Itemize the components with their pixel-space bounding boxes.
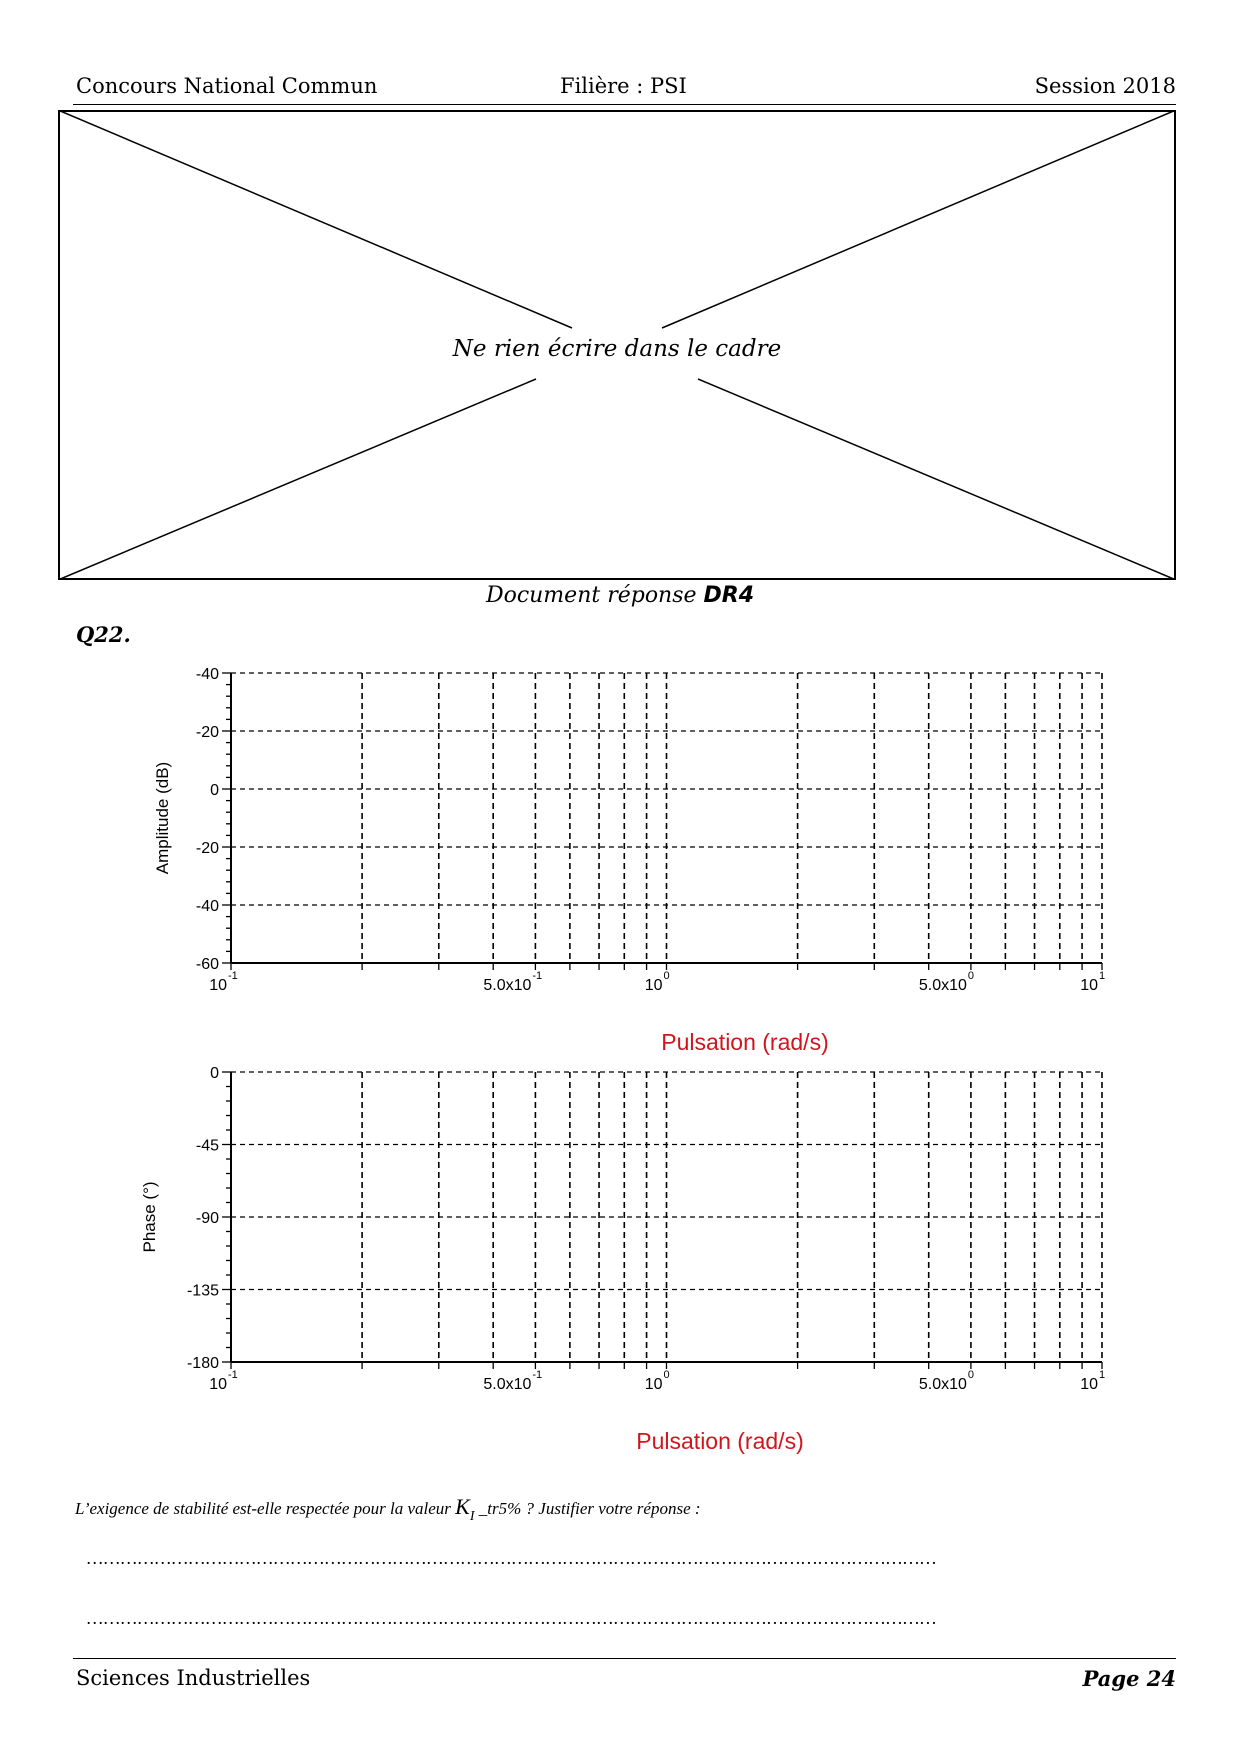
document-title [0,583,1240,608]
header-exam-name: Concours National Commun [76,74,378,98]
x-tick-label [919,970,974,994]
x-tick-label [645,970,670,994]
x-tick-label-base: 10 [209,1376,227,1393]
x-tick-label-exponent: -1 [532,970,543,982]
x-tick-label-base: 10 [644,1376,663,1393]
y-tick-label: -135 [186,1282,219,1300]
x-tick-label-base: 5.0x10 [483,1376,532,1393]
answer-line-1[interactable]: …………………………………………………………………………………………………………………………………… [87,1548,938,1568]
x-tick-label-base: 5.0x10 [483,977,532,994]
question-text-after: ? Justifier votre réponse : [521,1499,701,1518]
x-tick-label-base: 10 [209,977,227,994]
x-tick-label-base: 5.0x10 [918,977,967,994]
x-tick-label-base: 5.0x10 [918,1376,967,1393]
y-tick-label: -40 [195,666,219,683]
amplitude-plot [0,650,1240,1070]
frame-notice: Ne rien écrire dans le cadre [452,336,782,362]
x-tick-label-exponent: -1 [228,970,238,982]
footer-subject: Sciences Industrielles [76,1666,311,1690]
no-write-frame [58,110,1176,580]
header-rule [73,104,1176,105]
x-tick-label-base: 10 [644,977,663,994]
x-tick-label [483,970,542,994]
k-subscript: I [469,1509,475,1524]
document-title-prefix: Document réponse [485,583,704,608]
y-tick-label: -45 [195,1137,219,1155]
x-axis-label: Pulsation (rad/s) [636,1428,804,1454]
x-tick-label [209,970,238,994]
x-tick-label-exponent: 0 [967,970,975,982]
header-session: Session 2018 [1034,74,1176,98]
y-tick-label: -60 [195,956,219,973]
x-tick-label-exponent: 1 [1099,1369,1106,1381]
x-tick-label [483,1369,542,1393]
x-axis-label: Pulsation (rad/s) [661,1029,829,1055]
y-tick-label: 0 [210,782,219,799]
x-tick-label [1080,1369,1105,1393]
y-axis-label: Amplitude (dB) [153,761,172,875]
stability-question [75,1494,701,1524]
x-tick-label [1080,970,1105,994]
document-code: DR4 [703,583,755,608]
phase-plot [0,1060,1240,1460]
y-axis-label: Phase (°) [140,1181,159,1253]
y-tick-label: -20 [195,724,219,741]
y-tick-label: -90 [195,1210,219,1227]
x-tick-label-exponent: -1 [228,1369,238,1381]
x-tick-label [209,1369,238,1393]
page-number: Page 24 [1082,1666,1176,1691]
y-tick-label: -20 [195,840,219,857]
y-tick-label: -180 [186,1355,219,1372]
x-tick-label-exponent: 1 [1099,970,1106,982]
k-suffix: _tr5% [474,1499,522,1518]
x-tick-label-base: 10 [1080,1376,1098,1393]
x-tick-label [919,1369,974,1393]
y-tick-label: 0 [210,1065,219,1082]
question-text-before: L’exigence de stabilité est-elle respectée pour la valeur [75,1499,456,1518]
x-tick-label-exponent: 0 [663,970,670,982]
x-tick-label-exponent: 0 [967,1369,975,1381]
y-tick-label: -40 [195,898,219,915]
x-tick-label-base: 10 [1080,977,1098,994]
question-label: Q22. [76,622,131,647]
k-symbol: K [455,1494,470,1519]
answer-line-2[interactable]: …………………………………………………………………………………………………………………………………… [87,1608,938,1628]
x-tick-label [645,1369,670,1393]
x-tick-label-exponent: -1 [532,1369,543,1381]
footer-rule [73,1658,1176,1659]
header-program: Filière : PSI [560,74,687,98]
x-tick-label-exponent: 0 [663,1369,670,1381]
